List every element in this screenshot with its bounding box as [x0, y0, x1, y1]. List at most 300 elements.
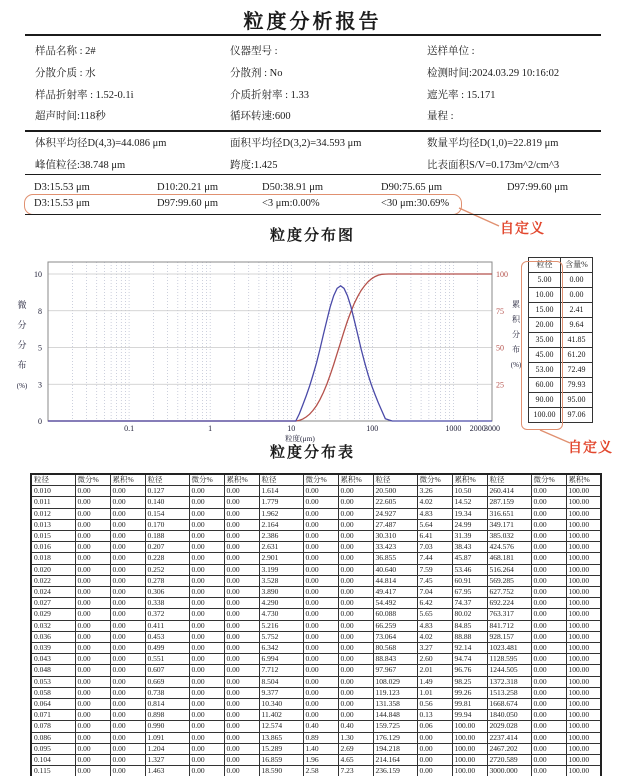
table-cell: 10.340	[259, 699, 303, 710]
table-row	[31, 598, 601, 609]
table-cell: 0.00	[189, 755, 224, 766]
table-cell: 0.00	[110, 542, 145, 553]
table-cell: 0.00	[531, 766, 566, 776]
table-cell: 0.00	[338, 631, 373, 642]
table-cell: 0.053	[31, 676, 75, 687]
table-row	[31, 654, 601, 665]
table-cell: 45.00	[529, 348, 561, 363]
table-cell: 40.640	[373, 564, 417, 575]
table-cell: 0.00	[561, 288, 593, 303]
table-cell: 0.00	[531, 732, 566, 743]
table-cell: 53.00	[529, 363, 561, 378]
table-cell: 0.00	[531, 609, 566, 620]
table-cell: 0.00	[531, 553, 566, 564]
table-cell: 0.00	[531, 519, 566, 530]
table-cell: 0.00	[303, 687, 338, 698]
table-cell: 0.372	[145, 609, 189, 620]
table-cell: 214.164	[373, 755, 417, 766]
table-cell: 7.59	[417, 564, 452, 575]
table-cell: 0.00	[110, 755, 145, 766]
table-cell: 99.26	[452, 687, 487, 698]
table-cell: 0.00	[75, 721, 110, 732]
table-cell: 0.032	[31, 620, 75, 631]
table-cell: 0.00	[110, 620, 145, 631]
table-cell: 0.00	[224, 564, 259, 575]
table-cell: 0.00	[189, 542, 224, 553]
table-cell: 0.086	[31, 732, 75, 743]
table-cell: 0.00	[189, 497, 224, 508]
table-cell: 0.00	[531, 631, 566, 642]
table-cell: 100.00	[452, 755, 487, 766]
table-cell: 0.029	[31, 609, 75, 620]
info-field: 介质折射率 : 1.33	[230, 90, 310, 101]
table-cell: 0.338	[145, 598, 189, 609]
table-cell: 0.00	[531, 620, 566, 631]
table-cell: 2467.202	[487, 743, 531, 754]
table-cell: 100.00	[566, 699, 601, 710]
table-cell: 100.00	[566, 654, 601, 665]
table-cell: 0.00	[110, 654, 145, 665]
column-header: 累积%	[452, 474, 487, 486]
table-cell: 100.00	[529, 408, 561, 423]
table-cell: 0.00	[110, 743, 145, 754]
table-cell: 0.00	[531, 542, 566, 553]
table-cell: 0.018	[31, 553, 75, 564]
info-field: 循环转速:600	[230, 111, 291, 122]
table-cell: 0.048	[31, 665, 75, 676]
info-field: 样品折射率 : 1.52-0.1i	[35, 90, 134, 101]
table-cell: 0.00	[110, 531, 145, 542]
divider	[25, 174, 601, 175]
table-cell: 7.03	[417, 542, 452, 553]
table-cell: 0.00	[303, 609, 338, 620]
table-cell: 287.159	[487, 497, 531, 508]
table-cell: 0.020	[31, 564, 75, 575]
table-cell: 0.00	[189, 676, 224, 687]
table-cell: 0.40	[303, 721, 338, 732]
table-cell: 66.259	[373, 620, 417, 631]
table-cell: 0.00	[75, 687, 110, 698]
table-cell: 3.199	[259, 564, 303, 575]
table-cell: 1.614	[259, 486, 303, 497]
table-cell: 0.00	[189, 710, 224, 721]
table-row	[31, 721, 601, 732]
table-cell: 100.00	[566, 531, 601, 542]
table-cell: 24.927	[373, 508, 417, 519]
table-cell: 0.00	[338, 609, 373, 620]
x-axis-tick: 2000	[469, 424, 486, 433]
table-cell: 841.712	[487, 620, 531, 631]
table-cell: 0.00	[338, 564, 373, 575]
differential-curve	[48, 286, 492, 421]
table-cell: 3.26	[417, 486, 452, 497]
table-cell: 0.00	[75, 743, 110, 754]
table-cell: 33.423	[373, 542, 417, 553]
table-cell: 72.49	[561, 363, 593, 378]
table-cell: 0.00	[110, 553, 145, 564]
table-cell: 0.00	[303, 665, 338, 676]
table-cell: 2.01	[417, 665, 452, 676]
table-cell: 0.00	[338, 676, 373, 687]
table-cell: 0.00	[189, 687, 224, 698]
table-cell: 35.00	[529, 333, 561, 348]
page-title: 粒度分析报告	[243, 11, 382, 33]
table-cell: 0.00	[110, 497, 145, 508]
table-cell: 0.252	[145, 564, 189, 575]
table-cell: 22.605	[373, 497, 417, 508]
size-distribution-table	[30, 473, 602, 776]
table-cell: 0.00	[75, 564, 110, 575]
table-cell: 3000.000	[487, 766, 531, 776]
table-cell: 0.00	[110, 609, 145, 620]
table-cell: 4.83	[417, 620, 452, 631]
table-cell: 0.115	[31, 766, 75, 776]
table-cell: 0.00	[417, 743, 452, 754]
table-cell: 4.65	[338, 755, 373, 766]
table-cell: 316.651	[487, 508, 531, 519]
x-axis-tick: 100	[366, 424, 379, 433]
chart-title: 粒度分布图	[269, 228, 355, 244]
table-cell: 0.00	[531, 587, 566, 598]
table-cell: 5.65	[417, 609, 452, 620]
table-cell: 0.00	[224, 654, 259, 665]
table-cell: 0.00	[189, 587, 224, 598]
table-cell: 80.568	[373, 643, 417, 654]
table-cell: 1.463	[145, 766, 189, 776]
y-axis-right-label-char: 积	[512, 315, 520, 324]
table-cell: 260.414	[487, 486, 531, 497]
column-header: 含量%	[561, 258, 593, 273]
table-cell: 15.289	[259, 743, 303, 754]
table-cell: 0.00	[531, 721, 566, 732]
table-cell: 0.022	[31, 575, 75, 586]
table-cell: 2.41	[561, 303, 593, 318]
table-cell: 1513.258	[487, 687, 531, 698]
table-cell: 4.02	[417, 631, 452, 642]
table-cell: 0.188	[145, 531, 189, 542]
column-header: 微分%	[303, 474, 338, 486]
table-cell: 41.85	[561, 333, 593, 348]
table-cell: 0.00	[531, 665, 566, 676]
table-cell: 100.00	[566, 553, 601, 564]
table-cell: 7.04	[417, 587, 452, 598]
table-cell: 0.00	[531, 575, 566, 586]
table-cell: 7.45	[417, 575, 452, 586]
table-cell: 100.00	[566, 575, 601, 586]
table-cell: 0.00	[189, 643, 224, 654]
table-cell: 108.029	[373, 676, 417, 687]
table-cell: 0.00	[531, 676, 566, 687]
table-cell: 1023.481	[487, 643, 531, 654]
table-cell: 0.00	[110, 575, 145, 586]
table-cell: 95.00	[561, 393, 593, 408]
table-cell: 20.00	[529, 318, 561, 333]
table-cell: 4.730	[259, 609, 303, 620]
table-cell: 763.317	[487, 609, 531, 620]
custom-d-value: D3:15.53 μm	[34, 198, 90, 209]
table-cell: 3.27	[417, 643, 452, 654]
table-cell: 0.00	[531, 508, 566, 519]
custom-annotation: 自定义	[568, 441, 613, 456]
table-cell: 1668.674	[487, 699, 531, 710]
table-cell: 0.00	[417, 755, 452, 766]
table-cell: 53.46	[452, 564, 487, 575]
table-cell: 0.00	[75, 631, 110, 642]
table-cell: 0.00	[224, 497, 259, 508]
table-cell: 2.69	[338, 743, 373, 754]
table-cell: 0.012	[31, 508, 75, 519]
table-cell: 0.00	[338, 687, 373, 698]
table-cell: 0.00	[75, 654, 110, 665]
table-cell: 30.310	[373, 531, 417, 542]
table-cell: 0.00	[224, 710, 259, 721]
table-cell: 0.00	[189, 508, 224, 519]
info-field: 遮光率 : 15.171	[427, 90, 496, 101]
table-cell: 0.00	[189, 654, 224, 665]
table-cell: 0.015	[31, 531, 75, 542]
table-cell: 0.00	[75, 508, 110, 519]
table-cell: 0.00	[338, 654, 373, 665]
table-cell: 0.00	[338, 508, 373, 519]
table-cell: 7.23	[338, 766, 373, 776]
table-cell: 0.00	[303, 531, 338, 542]
table-cell: 100.00	[566, 732, 601, 743]
table-cell: 0.00	[531, 699, 566, 710]
table-cell: 0.00	[189, 598, 224, 609]
y-axis-right-label-char: 累	[512, 300, 520, 309]
table-cell: 1.204	[145, 743, 189, 754]
table-cell: 0.170	[145, 519, 189, 530]
table-cell: 0.00	[110, 631, 145, 642]
table-cell: 2.58	[303, 766, 338, 776]
table-cell: 0.00	[303, 699, 338, 710]
table-cell: 0.154	[145, 508, 189, 519]
table-cell: 0.00	[224, 508, 259, 519]
table-cell: 45.87	[452, 553, 487, 564]
table-cell: 0.039	[31, 643, 75, 654]
table-cell: 0.40	[338, 721, 373, 732]
table-row	[31, 665, 601, 676]
table-cell: 0.306	[145, 587, 189, 598]
table-cell: 468.181	[487, 553, 531, 564]
table-cell: 0.00	[75, 643, 110, 654]
table-cell: 0.00	[189, 519, 224, 530]
table-cell: 100.00	[566, 519, 601, 530]
table-cell: 0.00	[338, 699, 373, 710]
column-header: 粒径	[145, 474, 189, 486]
table-cell: 0.13	[417, 710, 452, 721]
divider	[25, 130, 601, 132]
table-cell: 0.00	[75, 620, 110, 631]
dist-table-title: 粒度分布表	[269, 445, 355, 461]
table-cell: 84.85	[452, 620, 487, 631]
table-row	[31, 732, 601, 743]
table-cell: 19.34	[452, 508, 487, 519]
table-cell: 5.216	[259, 620, 303, 631]
d-value: D3:15.53 μm	[34, 182, 90, 193]
table-cell: 0.00	[531, 497, 566, 508]
table-cell: 0.00	[189, 531, 224, 542]
table-cell: 0.00	[75, 665, 110, 676]
table-cell: 0.00	[189, 631, 224, 642]
table-cell: 94.74	[452, 654, 487, 665]
table-cell: 80.02	[452, 609, 487, 620]
x-axis-tick: 0.1	[124, 424, 135, 433]
table-cell: 100.00	[566, 609, 601, 620]
table-row	[31, 508, 601, 519]
table-cell: 0.00	[110, 598, 145, 609]
table-cell: 0.00	[75, 519, 110, 530]
table-cell: 0.00	[303, 486, 338, 497]
table-cell: 100.00	[566, 676, 601, 687]
table-cell: 0.00	[338, 710, 373, 721]
table-cell: 0.898	[145, 710, 189, 721]
table-cell: 0.00	[224, 598, 259, 609]
table-row	[31, 631, 601, 642]
table-cell: 16.859	[259, 755, 303, 766]
table-cell: 0.00	[75, 699, 110, 710]
table-cell: 0.011	[31, 497, 75, 508]
table-cell: 0.00	[110, 699, 145, 710]
table-cell: 0.00	[189, 564, 224, 575]
table-cell: 0.00	[303, 497, 338, 508]
table-cell: 15.00	[529, 303, 561, 318]
table-cell: 0.00	[189, 665, 224, 676]
table-cell: 100.00	[566, 598, 601, 609]
table-cell: 0.00	[189, 553, 224, 564]
table-cell: 0.00	[224, 665, 259, 676]
table-cell: 236.159	[373, 766, 417, 776]
table-cell: 1.962	[259, 508, 303, 519]
column-header: 微分%	[189, 474, 224, 486]
table-cell: 18.590	[259, 766, 303, 776]
table-cell: 119.123	[373, 687, 417, 698]
table-cell: 100.00	[566, 665, 601, 676]
table-row	[31, 587, 601, 598]
table-cell: 0.89	[303, 732, 338, 743]
y-axis-left-label-char: 微	[17, 300, 27, 310]
table-cell: 5.64	[417, 519, 452, 530]
table-cell: 0.00	[303, 508, 338, 519]
custom-d-value: <3 μm:0.00%	[262, 198, 320, 209]
table-cell: 0.00	[531, 564, 566, 575]
table-cell: 0.814	[145, 699, 189, 710]
table-cell: 0.00	[303, 519, 338, 530]
table-cell: 0.00	[224, 699, 259, 710]
d-value: D50:38.91 μm	[262, 182, 324, 193]
d-value: D97:99.60 μm	[507, 182, 569, 193]
table-cell: 0.00	[75, 676, 110, 687]
custom-d-value: D97:99.60 μm	[157, 198, 219, 209]
table-cell: 0.064	[31, 699, 75, 710]
table-cell: 0.00	[338, 497, 373, 508]
table-cell: 0.00	[303, 643, 338, 654]
table-cell: 385.032	[487, 531, 531, 542]
y-axis-right-label-char: 分	[512, 330, 520, 339]
table-cell: 24.99	[452, 519, 487, 530]
table-cell: 0.00	[189, 766, 224, 776]
table-cell: 627.752	[487, 587, 531, 598]
table-cell: 0.669	[145, 676, 189, 687]
column-header: 累积%	[338, 474, 373, 486]
column-header: 累积%	[224, 474, 259, 486]
table-cell: 3.890	[259, 587, 303, 598]
table-cell: 97.967	[373, 665, 417, 676]
table-cell: 54.492	[373, 598, 417, 609]
table-cell: 0.00	[338, 486, 373, 497]
table-cell: 1.01	[417, 687, 452, 698]
table-cell: 0.00	[338, 542, 373, 553]
table-cell: 0.095	[31, 743, 75, 754]
table-cell: 0.00	[338, 575, 373, 586]
table-cell: 100.00	[566, 743, 601, 754]
y-axis-left-tick: 3	[38, 380, 42, 390]
info-field: 分散剂 : No	[230, 68, 283, 79]
table-cell: 0.00	[110, 508, 145, 519]
table-cell: 88.843	[373, 654, 417, 665]
table-cell: 131.358	[373, 699, 417, 710]
table-cell: 2.901	[259, 553, 303, 564]
table-cell: 97.06	[561, 408, 593, 423]
y-axis-right-tick: 25	[496, 380, 504, 390]
column-header: 粒径	[259, 474, 303, 486]
table-cell: 0.00	[224, 587, 259, 598]
table-cell: 349.171	[487, 519, 531, 530]
table-cell: 0.00	[303, 598, 338, 609]
table-cell: 569.285	[487, 575, 531, 586]
table-cell: 4.83	[417, 508, 452, 519]
table-cell: 0.00	[338, 643, 373, 654]
table-row	[31, 531, 601, 542]
table-row	[31, 699, 601, 710]
table-cell: 0.607	[145, 665, 189, 676]
mean-value: 体积平均径D(4,3)=44.086 μm	[35, 138, 167, 149]
table-cell: 74.37	[452, 598, 487, 609]
table-cell: 100.00	[452, 766, 487, 776]
table-cell: 0.453	[145, 631, 189, 642]
divider	[25, 214, 601, 215]
table-row	[31, 755, 601, 766]
table-cell: 0.499	[145, 643, 189, 654]
table-cell: 0.00	[110, 587, 145, 598]
table-cell: 2.631	[259, 542, 303, 553]
table-cell: 0.00	[189, 620, 224, 631]
table-cell: 0.00	[110, 564, 145, 575]
table-cell: 516.264	[487, 564, 531, 575]
table-cell: 100.00	[566, 486, 601, 497]
table-cell: 0.00	[224, 486, 259, 497]
table-cell: 0.00	[303, 620, 338, 631]
mean-value: 峰值粒径:38.748 μm	[35, 160, 126, 171]
table-cell: 0.00	[303, 542, 338, 553]
table-cell: 49.417	[373, 587, 417, 598]
table-cell: 0.00	[531, 598, 566, 609]
table-cell: 0.00	[224, 643, 259, 654]
table-cell: 0.00	[189, 486, 224, 497]
table-cell: 100.00	[566, 687, 601, 698]
table-cell: 0.207	[145, 542, 189, 553]
table-cell: 100.00	[566, 710, 601, 721]
table-cell: 194.218	[373, 743, 417, 754]
custom-sizes-box	[521, 261, 563, 430]
table-cell: 0.140	[145, 497, 189, 508]
table-cell: 0.00	[338, 553, 373, 564]
y-axis-left-label-char: 布	[17, 360, 27, 370]
column-header: 粒径	[487, 474, 531, 486]
table-cell: 0.00	[338, 587, 373, 598]
table-cell: 100.00	[566, 587, 601, 598]
table-cell: 0.00	[224, 687, 259, 698]
